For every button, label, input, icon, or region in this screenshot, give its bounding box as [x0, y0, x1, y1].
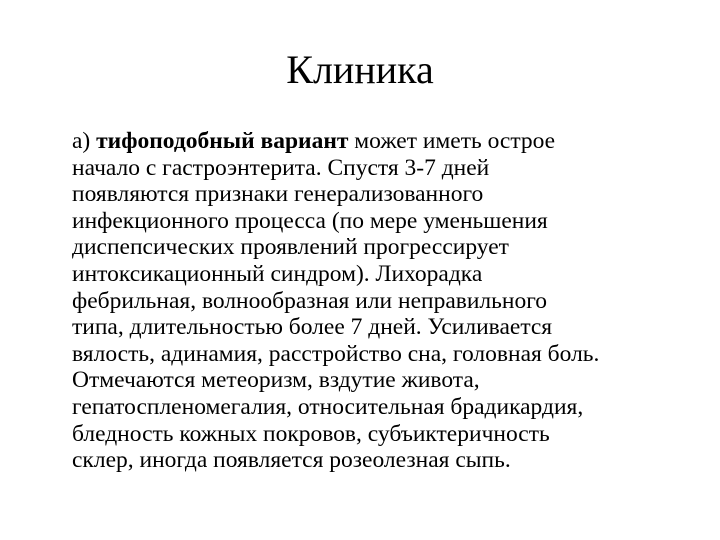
- paragraph-line-12: бледность кожных покровов, субъиктеричность: [72, 420, 550, 447]
- variant-name-emphasis: тифоподобный вариант: [96, 128, 349, 154]
- paragraph-line-10: Отмечаются метеоризм, вздутие живота,: [72, 367, 480, 394]
- paragraph-line-9: вялость, адинамия, расстройство сна, головная боль.: [72, 340, 600, 367]
- clinical-description-paragraph: [72, 128, 694, 474]
- paragraph-line-1: [72, 128, 694, 155]
- paragraph-line-8: типа, длительностью более 7 дней. Усиливается: [72, 314, 553, 341]
- paragraph-line-1-rest: может иметь острое: [348, 128, 556, 154]
- paragraph-line-2: начало с гастроэнтерита. Спустя 3-7 дней: [72, 154, 490, 181]
- paragraph-line-7: фебрильная, волнообразная или неправильного: [72, 287, 548, 314]
- paragraph-line-13: склер, иногда появляется розеолезная сыпь.: [72, 447, 511, 474]
- list-marker: а): [72, 128, 97, 154]
- paragraph-line-6: интоксикационный синдром). Лихорадка: [72, 260, 483, 287]
- slide-title: Клиника: [286, 47, 434, 92]
- paragraph-line-4: инфекционного процесса (по мере уменьшения: [72, 207, 548, 234]
- paragraph-line-11: гепатоспленомегалия, относительная брадикардия,: [72, 393, 584, 420]
- paragraph-line-5: диспепсических проявлений прогрессирует: [72, 234, 509, 261]
- paragraph-line-3: появляются признаки генерализованного: [72, 181, 484, 208]
